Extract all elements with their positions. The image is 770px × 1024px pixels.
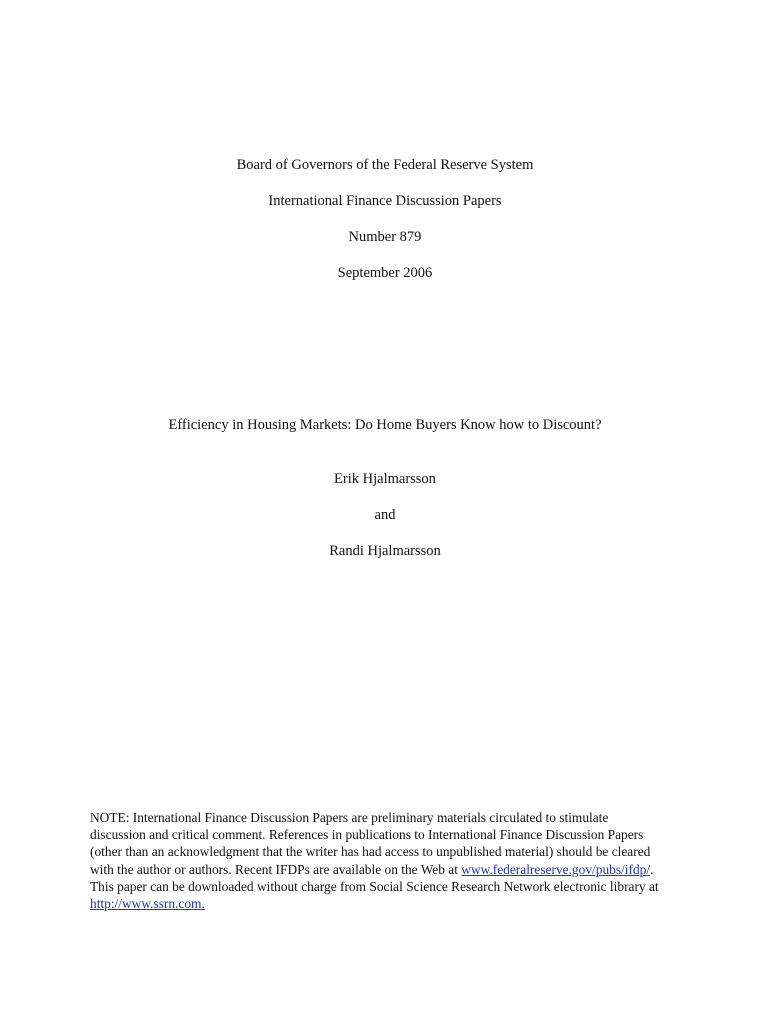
note-line-5: This paper can be downloaded without charge from Social Science Research Network electronic library at [90, 878, 659, 894]
institution-name: Board of Governors of the Federal Reserve System [236, 157, 534, 173]
ifdp-web-link[interactable]: www.federalreserve.gov/pubs/ifdp/ [461, 861, 651, 877]
paper-title: Efficiency in Housing Markets: Do Home Buyers Know how to Discount? [168, 417, 602, 433]
note-line-2: discussion and critical comment. References in publications to International Finance Discussion Papers [90, 827, 644, 843]
author-1: Erik Hjalmarsson [334, 471, 436, 487]
note-line-1: NOTE: International Finance Discussion Papers are preliminary materials circulated to stimulate [90, 810, 609, 825]
note-line-4 [90, 862, 653, 877]
note-line-4-prefix: with the author or authors. Recent IFDPs are available on the Web at [90, 861, 462, 877]
author-conjunction: and [374, 507, 396, 523]
ssrn-web-link[interactable]: http://www.ssrn.com. [90, 896, 205, 912]
author-2: Randi Hjalmarsson [329, 543, 441, 559]
disclaimer-note [90, 809, 690, 912]
series-name: International Finance Discussion Papers [268, 193, 502, 209]
paper-number: Number 879 [348, 229, 422, 245]
publication-date: September 2006 [337, 265, 433, 281]
note-line-3: (other than an acknowledgment that the writer has had access to unpublished material) should be cleared [90, 844, 651, 860]
note-line-4-suffix: . [650, 861, 654, 877]
